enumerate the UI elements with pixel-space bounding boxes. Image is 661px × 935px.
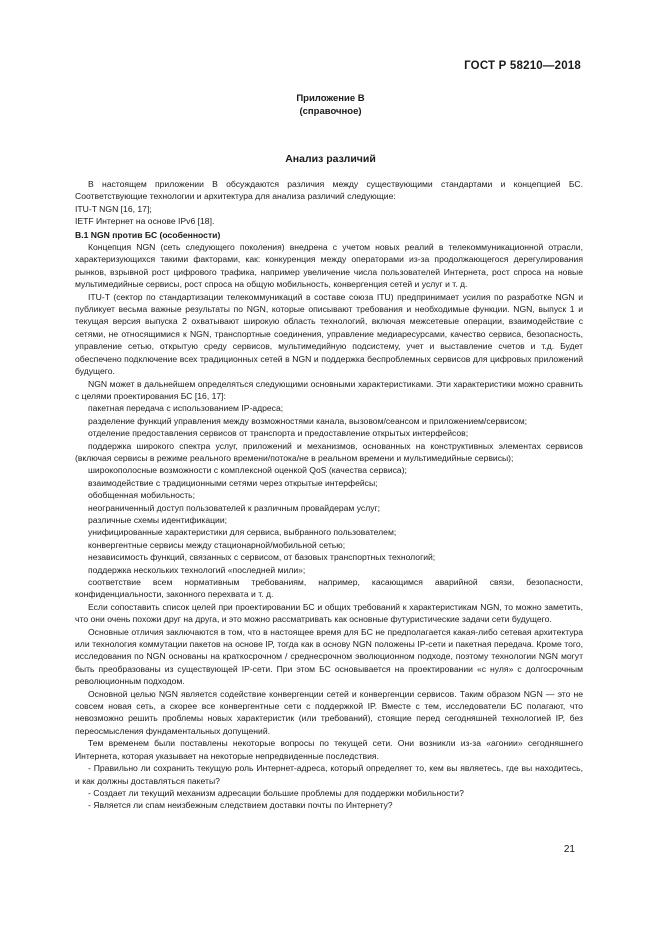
paragraph: NGN может в дальнейшем определяться следующими основными характеристиками. Эти характеристики можно сравнить с целями проектирования БС [16, 17]: — [75, 378, 583, 401]
appendix-heading — [0, 92, 661, 118]
list-item: ITU-T NGN [16, 17]; — [75, 203, 152, 214]
question-item: - Создает ли текущий механизм адресации большие проблемы для поддержки мобильности? — [88, 787, 464, 798]
paragraph: Основной целью NGN является содействие конвергенции сетей и конвергенции сервисов. Таким образом NGN — это не совсем новая сеть, а скорее все конвергентные сети с поддержкой IP. Вместе с тем, исследователи БС полагают, что невозможно решить проблемы новых характеристик (или требований), стоящие перед сегодняшней технологией IP, без переосмысления фундаментальных допущений. — [75, 688, 583, 736]
list-item: отделение предоставления сервисов от транспорта и предоставление открытых интерфейсов; — [88, 428, 469, 439]
section-title: Анализ различий — [285, 153, 376, 165]
list-item: унифицированные характеристики для сервиса, выбранного пользователем; — [88, 527, 397, 538]
list-item: неограниченный доступ пользователей к различным провайдерам услуг; — [88, 502, 381, 513]
subsection-title: В.1 NGN против БС (особенности) — [75, 229, 221, 240]
appendix-title: Приложение В — [296, 93, 365, 104]
question-item: - Правильно ли сохранить текущую роль Интернет-адреса, который определяет то, кем вы являетесь, где вы находитесь, и как должны доставляться пакеты? — [75, 763, 583, 786]
paragraph: Тем временем были поставлены некоторые вопросы по текущей сети. Они возникли из-за «агонии» сегодняшнего Интернета, которая указывает на некоторые непредвиденные последствия. — [75, 738, 583, 761]
paragraph: Основные отличия заключаются в том, что в настоящее время для БС не предполагается какая-либо сетевая архитектура или технология коммутации пакетов на основе IP, тогда как в основу NGN положены IP-сети и пакетная передача. Кроме того, исследования по NGN основаны на краткосрочном / среднесрочном эволюционном подходе, поэтому технологии NGN могут быть преобразованы из существующей IP-сети. При этом БС основывается на проектировании «с нуля» с долгосрочным революционным подходом. — [75, 626, 583, 687]
question-item: - Является ли спам неизбежным следствием доставки почты по Интернету? — [88, 800, 393, 811]
list-item: соответствие всем нормативным требованиям, например, касающимся аварийной связи, безопасности, конфиденциальности, законного перехвата и т. д. — [75, 577, 583, 600]
list-item: конвергентные сервисы между стационарной/мобильной сетью; — [88, 539, 346, 550]
paragraph: Если сопоставить список целей при проектировании БС и общих требований к характеристикам NGN, то можно заметить, что они очень похожи друг на друга, и это можно рассматривать как основные футуристические задачи сети будущего. — [75, 601, 583, 625]
appendix-subtitle: (справочное) — [299, 106, 362, 117]
list-item: IETF Интернет на основе IPv6 [18]. — [75, 216, 215, 227]
page-number: 21 — [563, 844, 575, 855]
list-item: разделение функций управления между возможностями канала, вызовом/сеансом и приложением/сервисом; — [88, 415, 528, 426]
paragraph: Концепция NGN (сеть следующего поколения) внедрена с учетом новых реалий в телекоммуникационной отрасли, характеризующихся такими факторами, как: конкуренция между операторами из-за продолжающегося дерегулирования рынков, взрывной рост цифрового трафика, например увеличение числа пользователей Интернета, рост спроса на новые мультимедийные сервисы, рост спроса на общую мобильность, конвергенция сетей и услуг и т. д. — [75, 242, 583, 290]
list-item: независимость функций, связанных с сервисом, от базовых транспортных технологий; — [88, 552, 436, 563]
body-text — [75, 178, 583, 812]
list-item: пакетная передача с использованием IP-адреса; — [88, 403, 284, 414]
list-item: обобщенная мобильность; — [88, 490, 195, 501]
list-item: поддержка широкого спектра услуг, приложений и механизмов, основанных на конструктивных элементах сервисов (включая сервисы в режиме реального времени/потока/не в реальном времени и мультимедийные сервисы); — [75, 440, 583, 463]
list-item: различные схемы идентификации; — [88, 514, 228, 525]
standard-number: ГОСТ Р 58210—2018 — [464, 60, 581, 72]
list-item: взаимодействие с традиционными сетями через открытые интерфейсы; — [88, 477, 378, 488]
list-item: поддержка нескольких технологий «последней мили»; — [88, 564, 306, 575]
list-item: широкополосные возможности с комплексной оценкой QoS (качества сервиса); — [88, 465, 407, 476]
paragraph: В настоящем приложении В обсуждаются различия между существующими стандартами и концепцией БС. Соответствующие технологии и архитектура для анализа различий следующие: — [75, 179, 583, 202]
paragraph: ITU-T (сектор по стандартизации телекоммуникаций в составе союза ITU) предпринимает усилия по разработке NGN и публикует весьма важные результаты по NGN, которые описывают требования и необходимые функции. NGN, выпуск 1 и текущая версия выпуска 2 охватывают широкую область технологий, включая межсетевые операции, взаимодействие с сетями, не относящимися к NGN, транспортные соединения, управление медиаресурсами, качество сервиса, безопасность, управление сетью, открытую среду сервисов, мультимедийную подсистему, учет и выставление счетов и т.д. Будет обеспечено подключение всех традиционных сетей в NGN и поддержка беспроблемных сервисов для цифровых приложений будущего. — [75, 291, 583, 377]
